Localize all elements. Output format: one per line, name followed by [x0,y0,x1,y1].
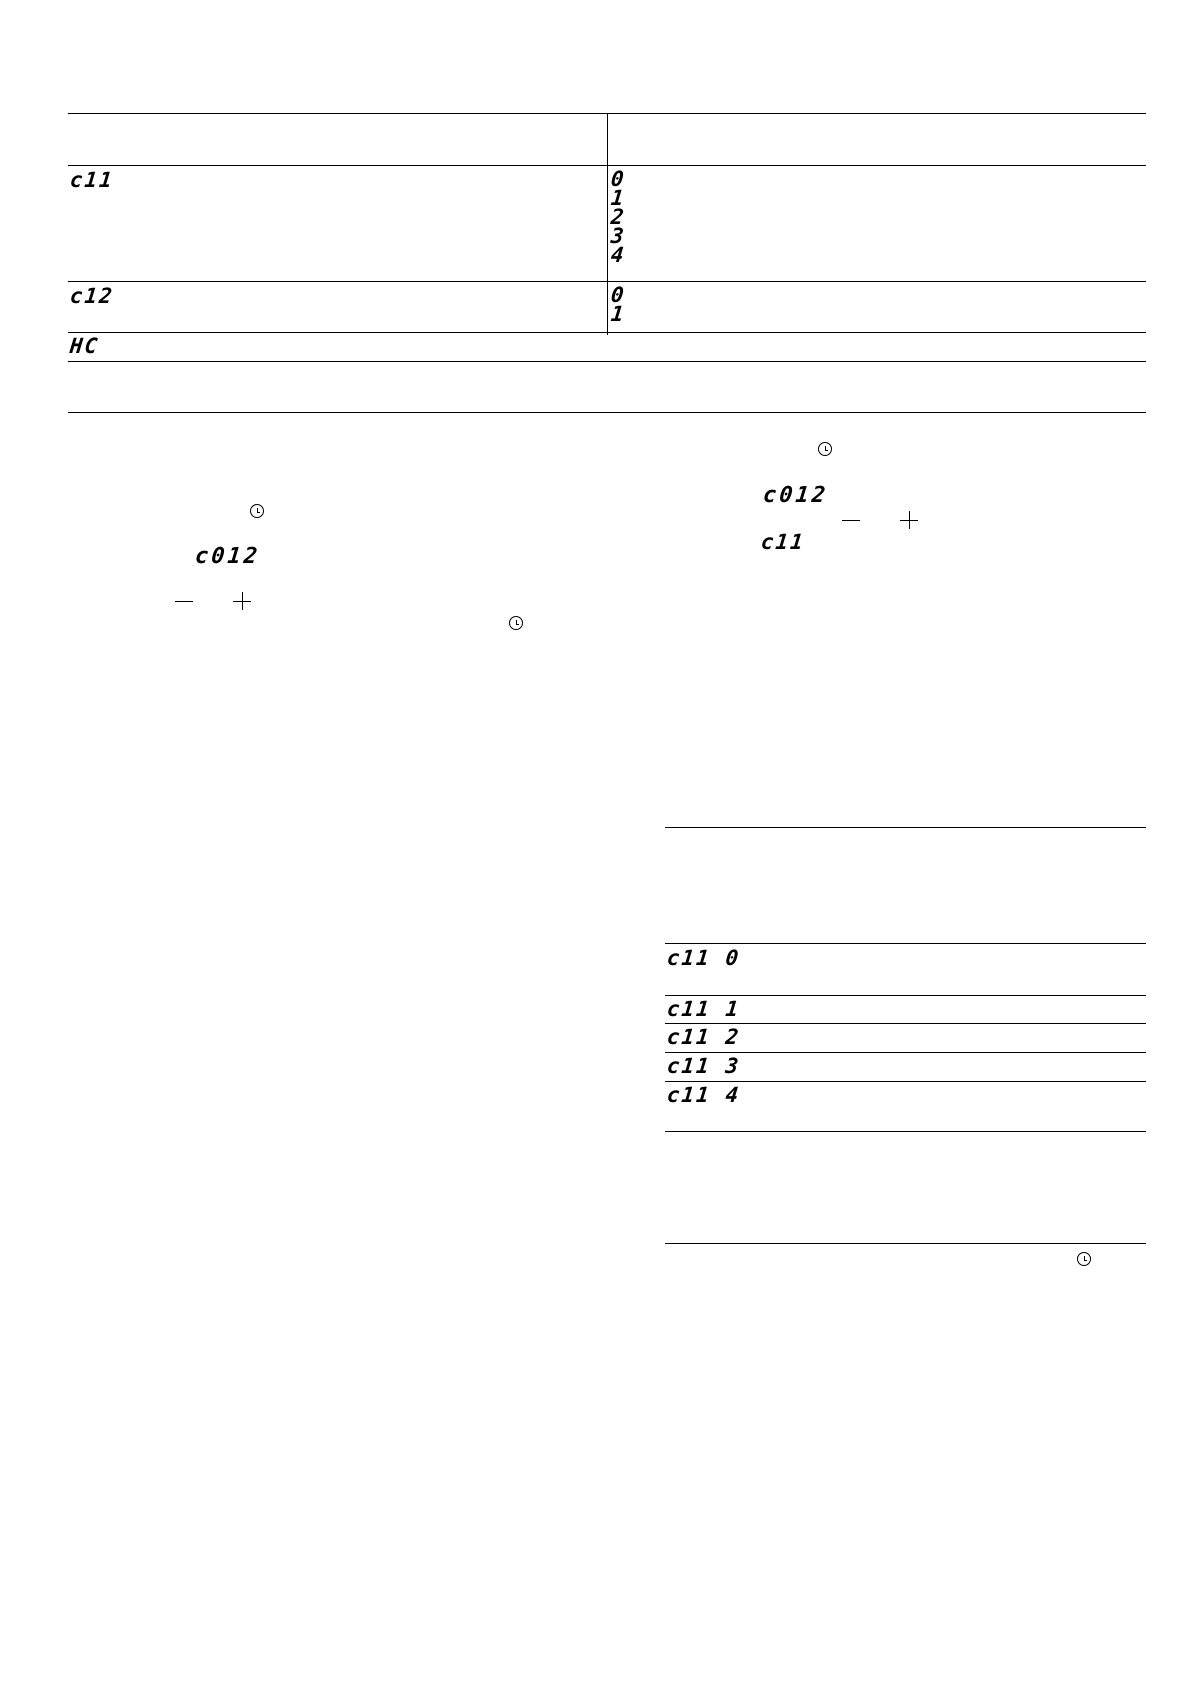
setting-code-c11: c11 [68,168,116,192]
setting-value: 4 [609,243,627,267]
setting-value: 0 [609,283,627,307]
sub-table-rule-bottom [665,1131,1146,1132]
setting-value: 1 [609,302,627,326]
plus-icon [900,511,918,529]
table-row-divider [68,332,1146,333]
display-code-c012: c012 [761,483,830,508]
setting-code-c12: c12 [68,284,116,308]
minus-icon [842,520,860,521]
table-column-divider [607,113,608,335]
display-code-c012: c012 [193,544,262,569]
clock-icon [1077,1252,1091,1266]
sub-code-c111: c11 1 [665,997,742,1021]
table-row-divider [68,281,1146,282]
clock-icon [250,504,264,518]
sub-code-c113: c11 3 [665,1054,742,1078]
clock-icon [818,442,832,456]
setting-value: 1 [609,186,627,210]
setting-value: 0 [609,167,627,191]
sub-code-c112: c11 2 [665,1025,742,1049]
sub-table-rule-top [665,827,1146,828]
clock-icon [509,616,523,630]
sub-code-c114: c11 4 [665,1083,742,1107]
table-row-divider [68,361,1146,362]
minus-icon [175,601,193,602]
sub-table-rule-header [665,943,1146,944]
setting-value: 3 [609,224,627,248]
sub-table-row-divider [665,1081,1146,1082]
selected-code-c11: c11 [759,530,807,554]
sub-code-c110: c11 0 [665,946,742,970]
plus-icon [233,592,251,610]
note-rule [665,1243,1146,1244]
setting-value: 2 [609,205,627,229]
sub-table-row-divider [665,995,1146,996]
sub-table-row-divider [665,1052,1146,1053]
sub-table-row-divider [665,1023,1146,1024]
setting-code-hc: HC [68,334,101,358]
table-rule-bottom [68,412,1146,413]
